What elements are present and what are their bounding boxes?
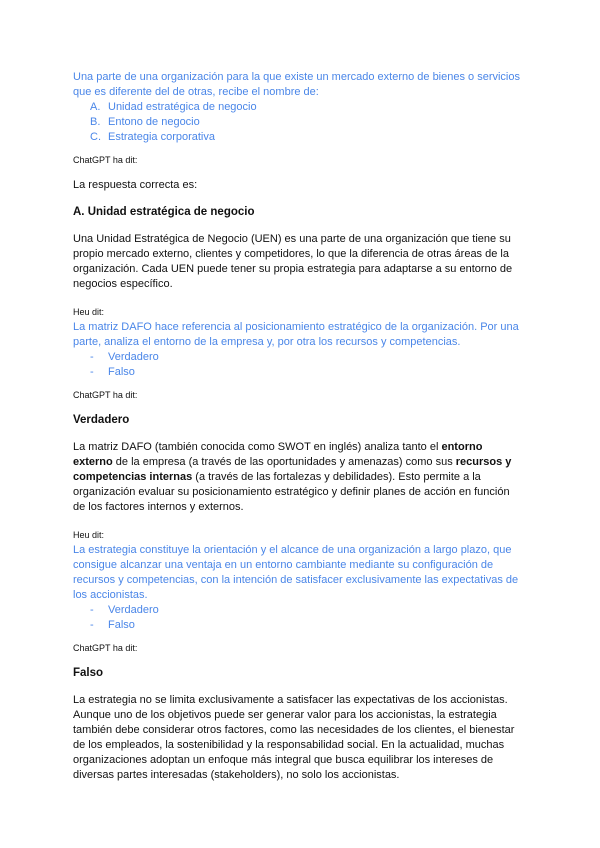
question-3-options (73, 603, 523, 633)
question-3: La estrategia constituye la orientación y el alcance de una organización a largo plazo, que consigue alcanzar una ventaja en un entorno cambiante mediante su configuración de recursos y competencias, con la intención de satisfacer exclusivamente las expectativas de los accionistas. (73, 544, 519, 601)
speaker-label: ChatGPT ha dit: (73, 390, 138, 400)
user-speaker-label: Heu dit: (73, 530, 105, 540)
answer-heading: A. Unidad estratégica de negocio (73, 206, 255, 218)
option: - Verdadero (90, 604, 159, 616)
option: - Falso (90, 366, 135, 378)
question-2-options (73, 350, 523, 380)
option: A. Unidad estratégica de negocio (90, 101, 257, 113)
answer-explanation: Una Unidad Estratégica de Negocio (UEN) es una parte de una organización que tiene su propio mercado externo, clientes y competidores, lo que la diferencia de otras áreas de la organización. Cada UEN puede tener su propia estrategia para adaptarse a su entorno de negocios específico. (73, 233, 513, 290)
answer-intro: La respuesta correcta es: (73, 179, 198, 191)
user-speaker-label: Heu dit: (73, 307, 105, 317)
speaker-label: ChatGPT ha dit: (73, 155, 138, 165)
speaker-label: ChatGPT ha dit: (73, 643, 138, 653)
answer-explanation: La estrategia no se limita exclusivamente a satisfacer las expectativas de los accionistas. Aunque uno de los objetivos puede ser generar valor para los accionistas, la estrategia también debe considerar otros factores, como las necesidades de los clientes, el bienestar de los empleados, la sostenibilidad y la responsabilidad social. En la actualidad, muchas organizaciones adoptan un enfoque más integral que busca equilibrar los intereses de diversas partes interesadas (stakeholders), no solo los accionistas. (73, 694, 515, 781)
document-page (73, 70, 523, 783)
answer-heading: Verdadero (73, 414, 130, 426)
answer-heading: Falso (73, 667, 104, 679)
question-1: Una parte de una organización para la que existe un mercado externo de bienes o servicios que es diferente del de otras, recibe el nombre de: (73, 71, 520, 98)
option: B. Entono de negocio (90, 116, 200, 128)
question-1-options (73, 100, 523, 145)
option: C. Estrategia corporativa (90, 131, 215, 143)
option: - Falso (90, 619, 135, 631)
answer-explanation: La matriz DAFO (también conocida como SWOT en inglés) analiza tanto el entorno externo de la empresa (a través de las oportunidades y amenazas) como sus recursos y competencias internas (a través de las fortalezas y debilidades). Esto permite a la organización evaluar su posicionamiento estratégico y definir planes de acción en función de los factores internos y externos. (73, 441, 512, 513)
question-2: La matriz DAFO hace referencia al posicionamiento estratégico de la organización. Por una parte, analiza el entorno de la empresa y, por otra los recursos y competencias. (73, 321, 519, 348)
option: - Verdadero (90, 351, 159, 363)
